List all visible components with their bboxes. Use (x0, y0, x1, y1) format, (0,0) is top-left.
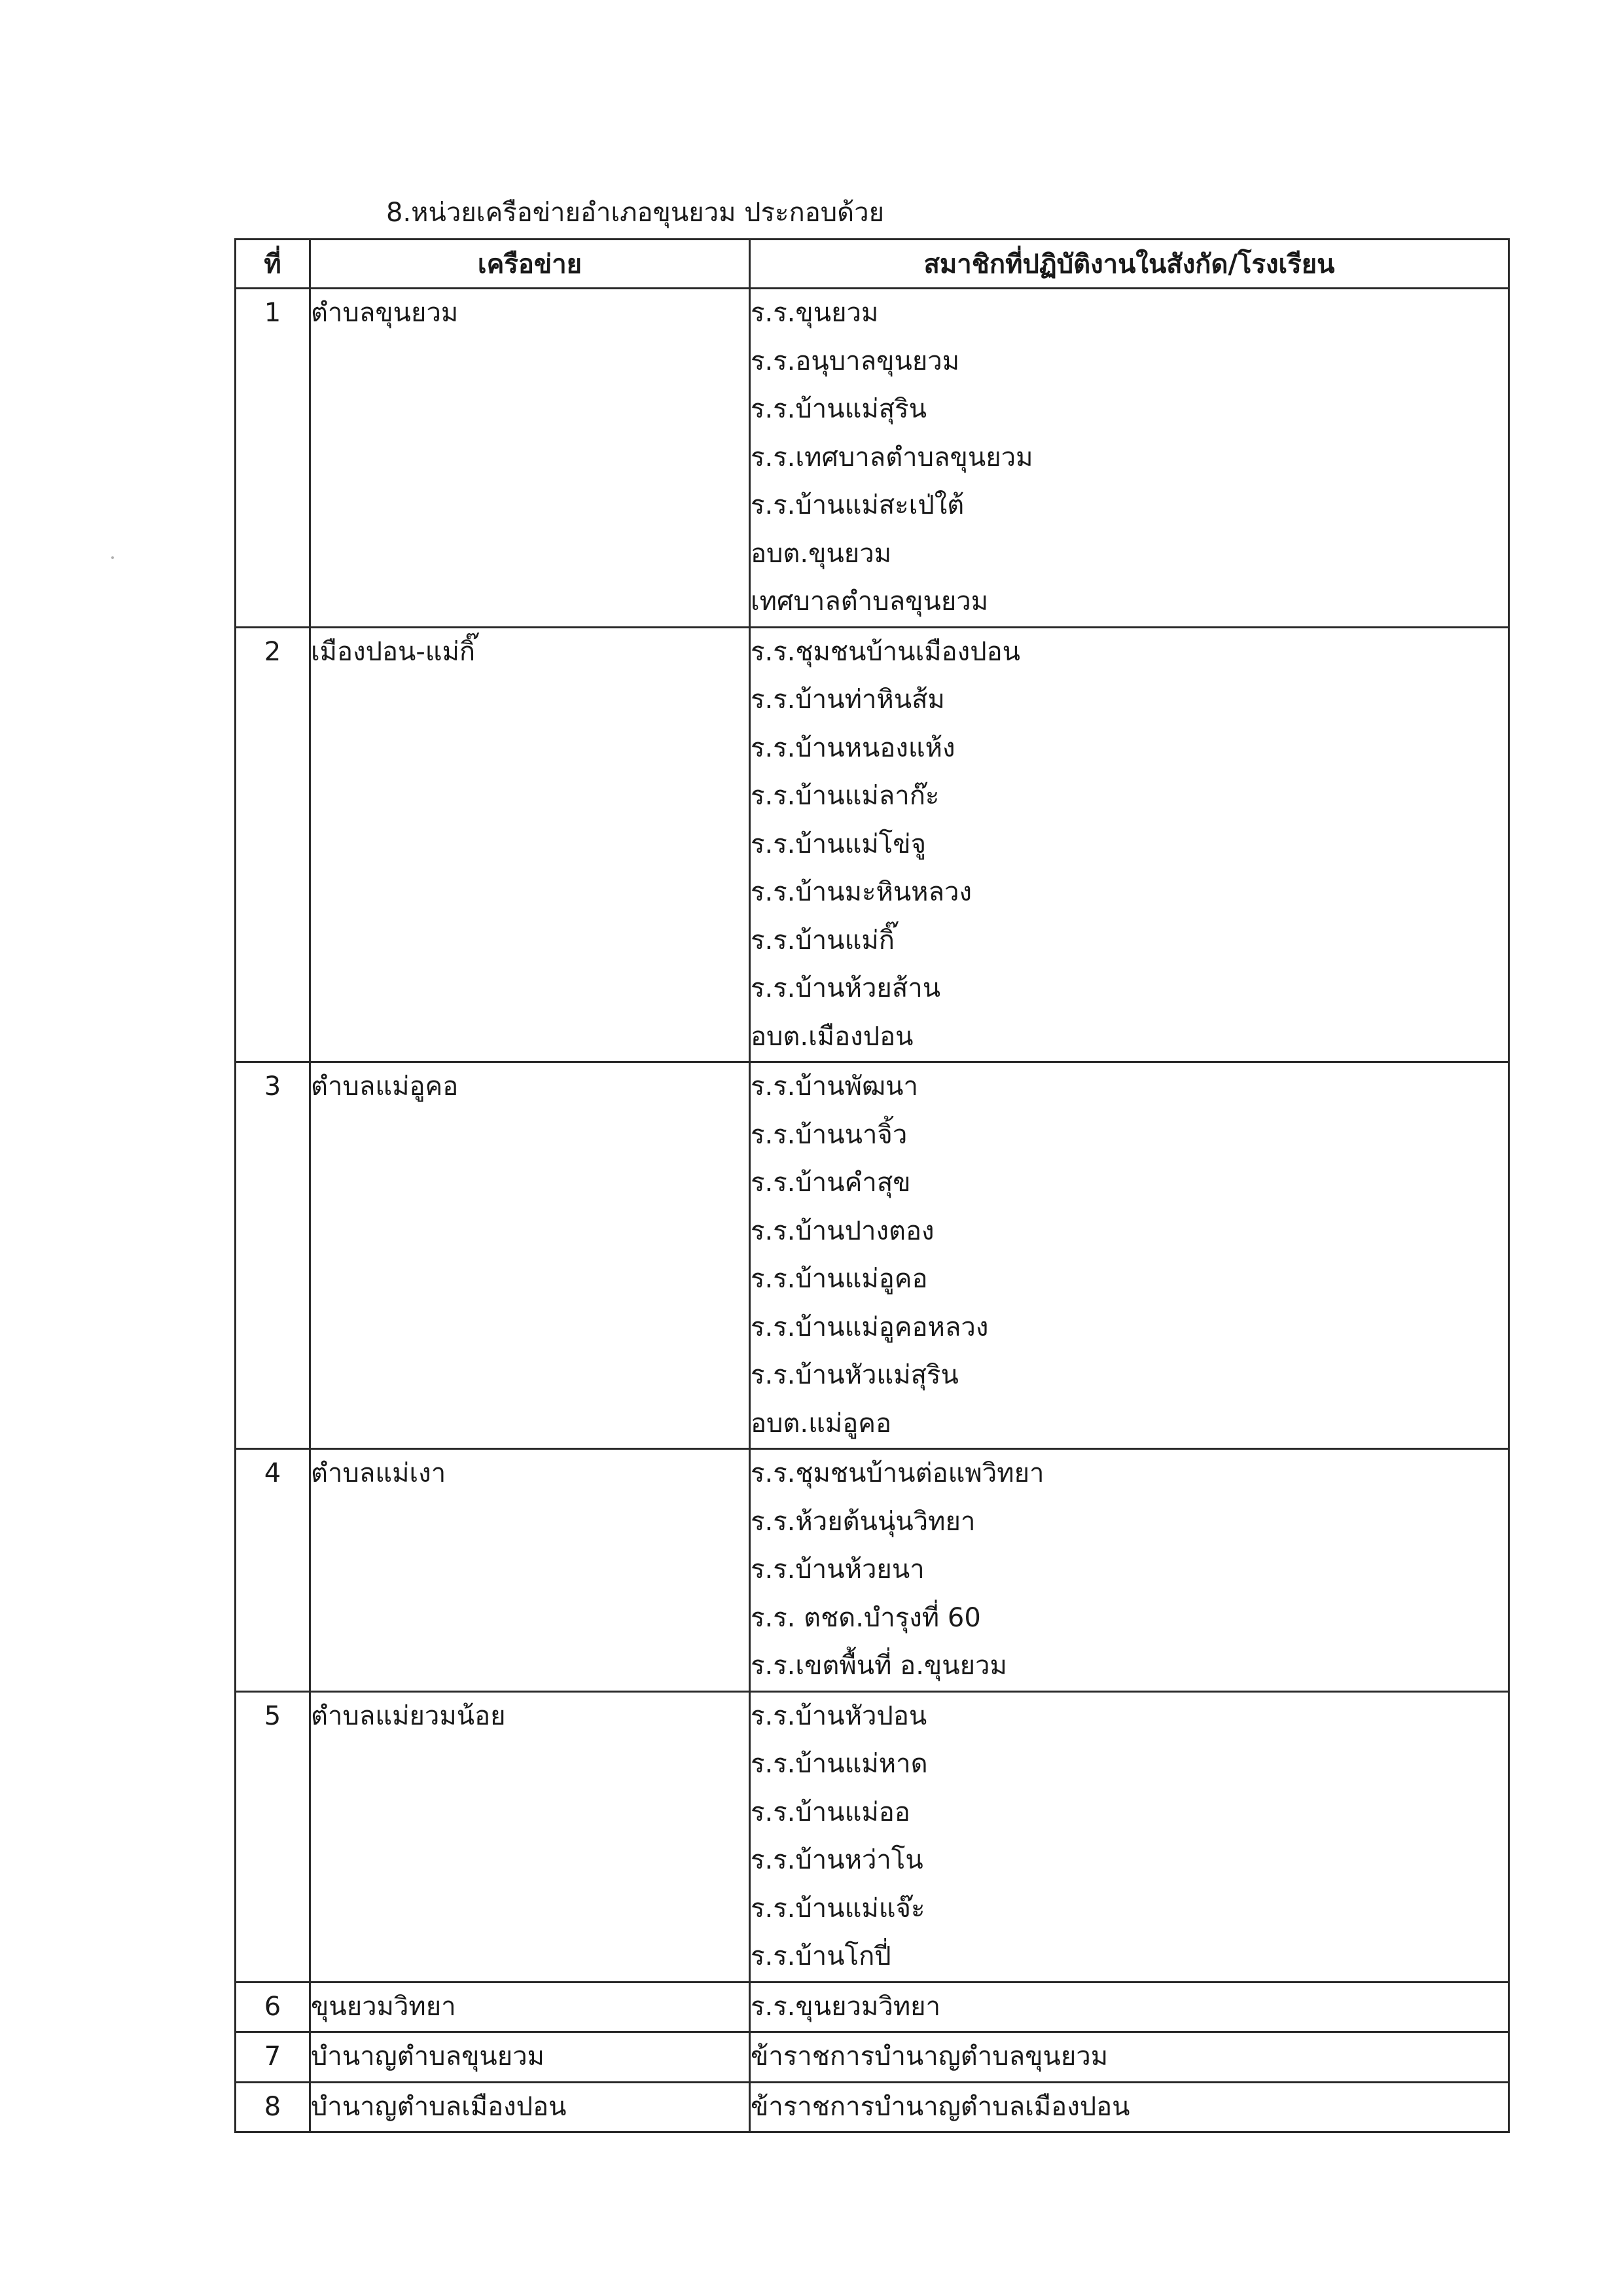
member-item: ร.ร.บ้านแม่สุริน (751, 394, 927, 424)
member-item: ร.ร.บ้านแม่โข่จู (751, 829, 927, 859)
member-item: ร.ร.ชุมชนบ้านต่อแพวิทยา (751, 1458, 1044, 1488)
header-no: ที่ (236, 240, 310, 289)
member-item: ร.ร.ห้วยต้นนุ่นวิทยา (751, 1506, 976, 1537)
table-row (236, 2032, 1509, 2083)
member-item: ร.ร.เทศบาลตำบลขุนยวม (751, 442, 1033, 473)
member-item: ข้าราชการบำนาญตำบลขุนยวม (751, 2041, 1109, 2072)
table-row (236, 1062, 1509, 1449)
member-item: ร.ร.บ้านแม่หาด (751, 1749, 928, 1779)
table-body (236, 289, 1509, 2132)
table-row (236, 2082, 1509, 2132)
member-item: อบต.เมืองปอน (751, 1021, 914, 1052)
member-item: ร.ร.บ้านแม่แจ๊ะ (751, 1893, 925, 1924)
section-heading: 8.หน่วยเครือข่ายอำเภอขุนยวม ประกอบด้วย (386, 198, 885, 228)
member-item: อบต.แม่อูคอ (751, 1408, 892, 1439)
table-row (236, 1449, 1509, 1692)
member-item: อบต.ขุนยวม (751, 538, 892, 569)
member-item: ร.ร.บ้านท่าหินส้ม (751, 685, 945, 715)
member-item: ร.ร.บ้านหว่าโน (751, 1845, 923, 1875)
network-name: ตำบลแม่อูคอ (310, 1062, 750, 1449)
member-item: ร.ร.บ้านหนองแห้ง (751, 732, 955, 763)
member-item: ร.ร.ชุมชนบ้านเมืองปอน (751, 636, 1020, 667)
table-row (236, 1691, 1509, 1982)
network-name: เมืองปอน-แม่กิ๊ (310, 627, 750, 1062)
member-item: ร.ร.บ้านนาจิ้ว (751, 1119, 908, 1150)
row-number: 6 (236, 1982, 310, 2032)
member-item: ร.ร.ขุนยวมวิทยา (751, 1991, 941, 2022)
member-item: ร.ร.บ้านหัวปอน (751, 1700, 927, 1731)
row-number: 1 (236, 289, 310, 628)
member-item: ร.ร.บ้านพัฒนา (751, 1071, 918, 1102)
row-number: 8 (236, 2082, 310, 2132)
member-item: ร.ร.ขุนยวม (751, 298, 879, 328)
member-item: ร.ร.บ้านแม่สะเป่ใต้ (751, 490, 965, 520)
row-number: 5 (236, 1691, 310, 1982)
member-item: ร.ร.เขตพื้นที่ อ.ขุนยวม (751, 1651, 1007, 1681)
scan-speck (111, 556, 114, 559)
member-item: ร.ร.บ้านห้วยส้าน (751, 973, 941, 1003)
network-table (234, 238, 1510, 2133)
row-number: 3 (236, 1062, 310, 1449)
member-item: ร.ร.บ้านแม่ออ (751, 1797, 910, 1827)
member-item: ร.ร.บ้านโกปี่ (751, 1941, 891, 1971)
network-name: ตำบลขุนยวม (310, 289, 750, 628)
table-row (236, 289, 1509, 628)
member-item: เทศบาลตำบลขุนยวม (751, 586, 989, 617)
member-item: ร.ร.บ้านแม่อูคอ (751, 1264, 928, 1294)
member-item: ร.ร.บ้านแม่กิ๊ (751, 925, 895, 956)
network-name: บำนาญตำบลเมืองปอน (310, 2082, 750, 2132)
header-members: สมาชิกที่ปฏิบัติงานในสังกัด/โรงเรียน (750, 240, 1509, 289)
member-item: ร.ร. ตชด.บำรุงที่ 60 (751, 1602, 981, 1633)
member-item: ร.ร.บ้านหัวแม่สุริน (751, 1360, 959, 1390)
member-item: ร.ร.อนุบาลขุนยวม (751, 346, 960, 376)
member-list (750, 2082, 1509, 2132)
member-list (750, 1062, 1509, 1449)
table-row (236, 1982, 1509, 2032)
row-number: 7 (236, 2032, 310, 2083)
network-name: ตำบลแม่เงา (310, 1449, 750, 1692)
member-item: ร.ร.บ้านมะหินหลวง (751, 877, 972, 907)
member-list (750, 2032, 1509, 2083)
member-item: ร.ร.บ้านห้วยนา (751, 1554, 925, 1585)
table-header-row (236, 240, 1509, 289)
table-row (236, 627, 1509, 1062)
member-list (750, 1449, 1509, 1692)
member-item: ร.ร.บ้านคำสุข (751, 1168, 911, 1198)
member-list (750, 289, 1509, 628)
member-list (750, 627, 1509, 1062)
member-list (750, 1982, 1509, 2032)
member-item: ร.ร.บ้านแม่อูคอหลวง (751, 1312, 989, 1342)
network-name: บำนาญตำบลขุนยวม (310, 2032, 750, 2083)
network-name: ขุนยวมวิทยา (310, 1982, 750, 2032)
header-network: เครือข่าย (310, 240, 750, 289)
row-number: 2 (236, 627, 310, 1062)
member-item: ร.ร.บ้านปางตอง (751, 1215, 935, 1246)
network-name: ตำบลแม่ยวมน้อย (310, 1691, 750, 1982)
member-item: ข้าราชการบำนาญตำบลเมืองปอน (751, 2091, 1130, 2122)
member-item: ร.ร.บ้านแม่ลาก๊ะ (751, 781, 940, 811)
row-number: 4 (236, 1449, 310, 1692)
member-list (750, 1691, 1509, 1982)
